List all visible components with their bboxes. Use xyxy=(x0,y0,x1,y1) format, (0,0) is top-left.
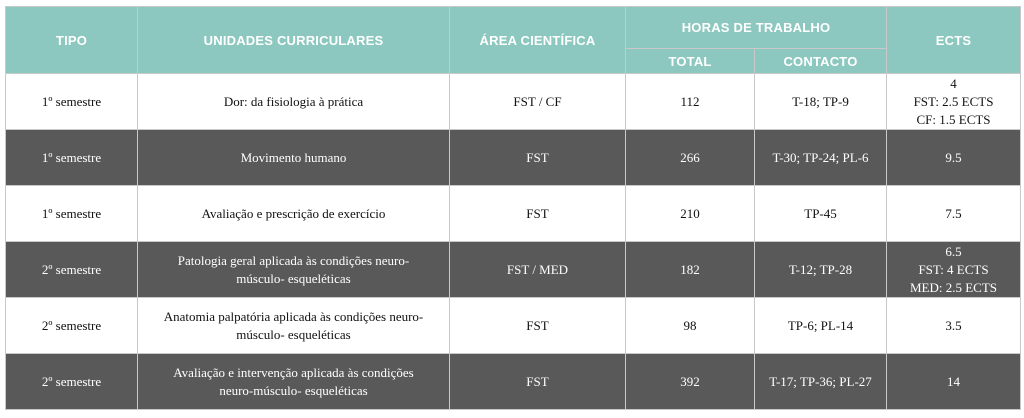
cell-tipo: 1º semestre xyxy=(6,74,138,130)
cell-unidade-line: Patologia geral aplicada às condições neuro- xyxy=(177,252,410,268)
table-row xyxy=(6,354,1021,410)
cell-unidade xyxy=(138,186,450,242)
cell-unidade xyxy=(138,354,450,410)
cell-total: 266 xyxy=(626,130,755,186)
cell-unidade xyxy=(138,74,450,130)
cell-total: 98 xyxy=(626,298,755,354)
cell-unidade-line: neuro-músculo- esqueléticas xyxy=(219,382,368,398)
cell-unidade-line: músculo- esqueléticas xyxy=(236,326,351,342)
cell-ects-line: FST: 4 ECTS xyxy=(918,261,989,277)
cell-unidade-line: Anatomia palpatória aplicada às condições neuro- xyxy=(163,308,424,324)
cell-total: 392 xyxy=(626,354,755,410)
header-area: ÁREA CIENTÍFICA xyxy=(450,7,626,74)
header-contacto: CONTACTO xyxy=(755,49,887,74)
cell-ects xyxy=(887,130,1021,186)
cell-tipo: 2º semestre xyxy=(6,354,138,410)
cell-contacto: TP-45 xyxy=(755,186,887,242)
cell-unidade-line: Movimento humano xyxy=(240,149,347,165)
cell-ects xyxy=(887,74,1021,130)
cell-total: 182 xyxy=(626,242,755,298)
header-tipo: TIPO xyxy=(6,7,138,74)
cell-total: 210 xyxy=(626,186,755,242)
cell-tipo: 2º semestre xyxy=(6,242,138,298)
cell-unidade xyxy=(138,242,450,298)
cell-unidade-line: Avaliação e prescrição de exercício xyxy=(201,205,386,221)
cell-unidade-line: músculo- esqueléticas xyxy=(236,270,351,286)
cell-ects xyxy=(887,298,1021,354)
cell-ects-line: MED: 2.5 ECTS xyxy=(909,279,998,295)
table-row xyxy=(6,186,1021,242)
cell-contacto: T-18; TP-9 xyxy=(755,74,887,130)
cell-contacto: T-30; TP-24; PL-6 xyxy=(755,130,887,186)
cell-unidade xyxy=(138,298,450,354)
curriculum-table xyxy=(5,6,1021,410)
cell-area: FST / MED xyxy=(450,242,626,298)
cell-ects-line: 9.5 xyxy=(945,149,962,165)
cell-ects-line: 4 xyxy=(950,75,957,91)
header-total: TOTAL xyxy=(626,49,755,74)
header-unidades: UNIDADES CURRICULARES xyxy=(138,7,450,74)
cell-area: FST xyxy=(450,130,626,186)
cell-ects xyxy=(887,242,1021,298)
cell-ects-line: 7.5 xyxy=(945,205,962,221)
cell-area: FST xyxy=(450,354,626,410)
cell-area: FST / CF xyxy=(450,74,626,130)
cell-ects-line: 6.5 xyxy=(945,243,962,259)
cell-contacto: TP-6; PL-14 xyxy=(755,298,887,354)
cell-unidade xyxy=(138,130,450,186)
table-row xyxy=(6,74,1021,130)
table-row xyxy=(6,242,1021,298)
cell-unidade-line: Avaliação e intervenção aplicada às condições xyxy=(173,364,414,380)
cell-ects-line: 14 xyxy=(947,373,961,389)
cell-area: FST xyxy=(450,186,626,242)
cell-contacto: T-12; TP-28 xyxy=(755,242,887,298)
cell-ects xyxy=(887,186,1021,242)
header-ects: ECTS xyxy=(887,7,1021,74)
cell-ects-line: CF: 1.5 ECTS xyxy=(916,111,991,127)
cell-unidade-line: Dor: da fisiologia à prática xyxy=(223,93,364,109)
curriculum-table-container xyxy=(5,6,1021,410)
cell-area: FST xyxy=(450,298,626,354)
cell-tipo: 2º semestre xyxy=(6,298,138,354)
cell-ects-line: FST: 2.5 ECTS xyxy=(913,93,994,109)
cell-contacto: T-17; TP-36; PL-27 xyxy=(755,354,887,410)
cell-ects xyxy=(887,354,1021,410)
table-row xyxy=(6,298,1021,354)
cell-tipo: 1º semestre xyxy=(6,130,138,186)
table-row xyxy=(6,130,1021,186)
cell-total: 112 xyxy=(626,74,755,130)
cell-tipo: 1º semestre xyxy=(6,186,138,242)
header-horas: HORAS DE TRABALHO xyxy=(626,7,887,49)
cell-ects-line: 3.5 xyxy=(945,317,962,333)
